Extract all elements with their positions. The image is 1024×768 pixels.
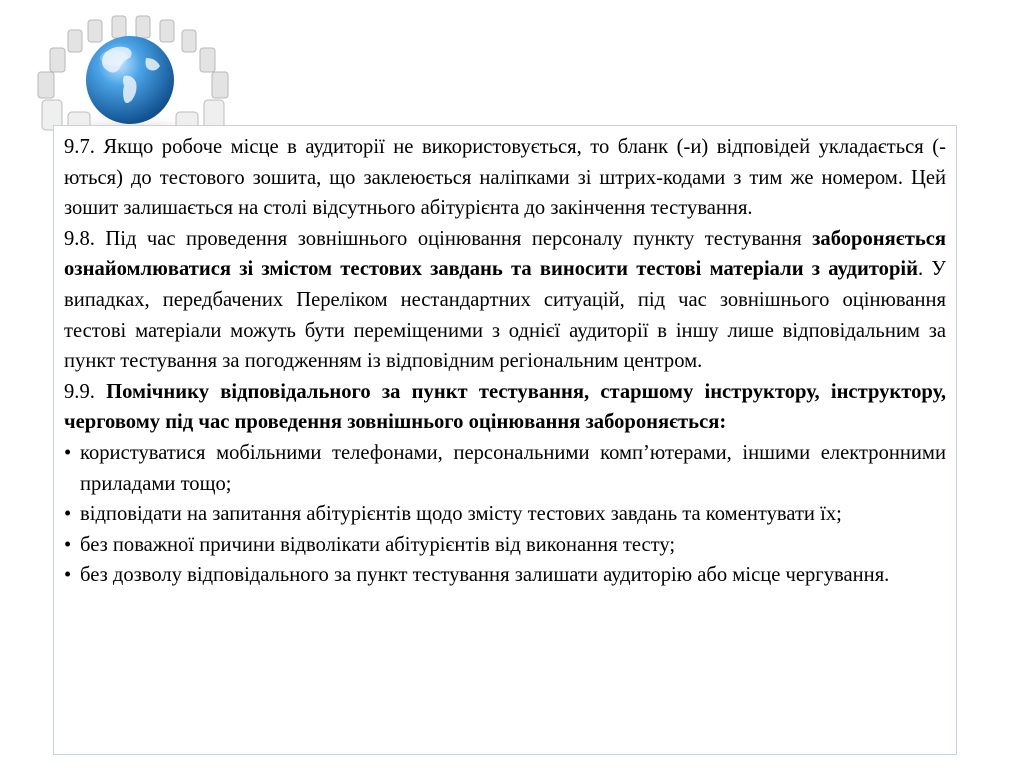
- list-item: [64, 530, 946, 561]
- list-item: [64, 560, 946, 591]
- section-9-9-number: 9.9.: [64, 380, 107, 403]
- list-item-text: без поважної причини відволікати абітурієнтів від виконання тесту;: [80, 533, 676, 556]
- section-9-8-bold: забороняється ознайомлюватися зі змістом тестових завдань та виносити тестові матеріали з аудиторій: [64, 227, 946, 281]
- bullet-mark: •: [64, 441, 72, 464]
- bullet-mark: •: [64, 564, 72, 587]
- section-9-8-lead: 9.8. Під час проведення зовнішнього оцінювання персоналу пункту тестування: [64, 227, 813, 250]
- section-9-9: [64, 377, 946, 438]
- section-9-7: [64, 132, 946, 224]
- section-9-8-rest: . У випадках, передбачених Переліком нестандартних ситуацій, під час зовнішнього оцінювання тестові матеріали можуть бути переміщеними з однієї аудиторії в іншу лише відповідальним за пункт тестування за погодженням із відповідним регіональним центром.: [64, 258, 946, 373]
- list-item-text: відповідати на запитання абітурієнтів щодо змісту тестових завдань та коментувати їх;: [80, 503, 842, 526]
- bullet-mark: •: [64, 533, 72, 556]
- section-9-9-bold: Помічнику відповідального за пункт тестування, старшому інструктору, інструктору, черговому під час проведення зовнішнього оцінювання забороняється:: [64, 380, 946, 434]
- list-item-text: користуватися мобільними телефонами, персональними комп’ютерами, іншими електронними приладами тощо;: [80, 441, 946, 495]
- section-9-8: [64, 224, 946, 377]
- bullet-mark: •: [64, 503, 72, 526]
- list-item: [64, 438, 946, 499]
- section-9-7-text: 9.7. Якщо робоче місце в аудиторії не використовується, то бланк (-и) відповідей укладається (-ються) до тестового зошита, що заклеюється наліпками зі штрих-кодами з тим же номером. Цей зошит залишається на столі відсутнього абітурієнта до закінчення тестування.: [64, 136, 946, 220]
- content-box: [53, 125, 957, 755]
- list-item: [64, 499, 946, 530]
- list-item-text: без дозволу відповідального за пункт тестування залишати аудиторію або місце чергування.: [80, 564, 890, 587]
